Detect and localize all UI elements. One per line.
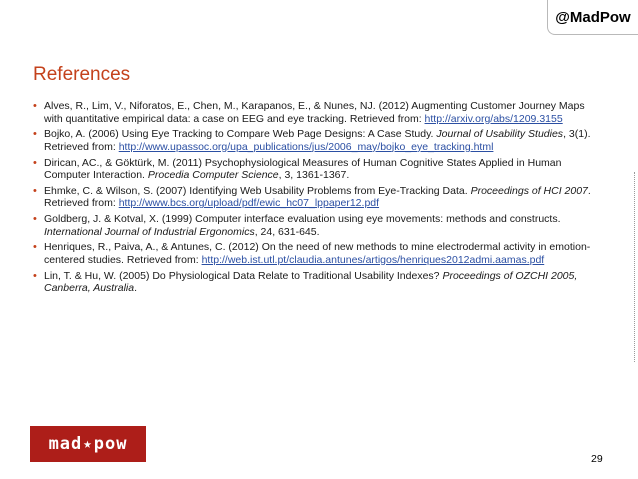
star-icon: ★ <box>83 436 93 452</box>
reference-item <box>33 185 593 210</box>
bullet-icon: • <box>33 184 37 197</box>
reference-text: Bojko, A. (2006) Using Eye Tracking to Compare Web Page Designs: A Case Study. <box>44 128 434 141</box>
logo-text-right: pow <box>93 434 128 454</box>
reference-details: , 24, 631-645. <box>254 225 320 238</box>
bullet-icon: • <box>33 269 37 282</box>
twitter-handle-badge <box>547 0 638 35</box>
reference-item <box>33 100 593 125</box>
reference-journal: Journal of Usability Studies <box>436 128 564 141</box>
reference-details: , 3, 1361-1367. <box>278 169 350 182</box>
reference-text: Alves, R., Lim, V., Niforatos, E., Chen, M., Karapanos, E., & Nunes, NJ. (2012) Augmenting Customer Journey Maps with quantitative empirical data: a case on EEG and eye tracking. Retrieved from: <box>44 100 585 125</box>
reference-text: Dirican, AC., & Göktürk, M. (2011) Psychophysiological Measures of Human Cognitive States Applied in Human Computer Interaction. <box>44 156 562 182</box>
reference-text: Goldberg, J. & Kotval, X. (1999) Computer interface evaluation using eye movements: methods and constructs. <box>44 213 561 226</box>
reference-journal: Procedia Computer Science <box>147 169 279 182</box>
bullet-icon: • <box>33 156 37 169</box>
reference-item <box>33 241 593 266</box>
page-title: References <box>33 64 131 85</box>
reference-list <box>33 100 593 298</box>
logo-text-left: mad <box>48 434 83 454</box>
reference-item <box>33 128 593 153</box>
reference-journal: International Journal of Industrial Ergonomics <box>44 225 255 238</box>
reference-item <box>33 157 593 182</box>
reference-text: Lin, T. & Hu, W. (2005) Do Physiological Data Relate to Traditional Usability Indexes? <box>44 269 440 282</box>
reference-details: . <box>134 282 137 295</box>
bullet-icon: • <box>33 241 37 254</box>
reference-journal: Proceedings of HCI 2007 <box>470 184 588 197</box>
reference-link[interactable]: http://www.upassoc.org/upa_publications/jus/2006_may/bojko_eye_tracking.html <box>118 140 494 153</box>
bullet-icon: • <box>33 100 37 112</box>
reference-link[interactable]: http://arxiv.org/abs/1209.3155 <box>424 112 563 125</box>
reference-link[interactable]: http://web.ist.utl.pt/claudia.antunes/artigos/henriques2012admi.aamas.pdf <box>201 253 545 266</box>
reference-link[interactable]: http://www.bcs.org/upload/pdf/ewic_hc07_lppaper12.pdf <box>118 197 380 210</box>
bullet-icon: • <box>33 213 37 226</box>
reference-details: , 3(1). Retrieved from: <box>44 128 591 153</box>
reference-details: . Retrieved from: <box>44 184 591 210</box>
reference-journal: Proceedings of OZCHI 2005, Canberra, Australia <box>44 269 578 295</box>
twitter-handle: @MadPow <box>555 8 631 26</box>
edge-divider <box>634 172 635 362</box>
reference-text: Ehmke, C. & Wilson, S. (2007) Identifying Web Usability Problems from Eye-Tracking Data. <box>44 184 468 197</box>
reference-item <box>33 213 593 238</box>
page-number: 29 <box>591 453 603 465</box>
bullet-icon: • <box>33 128 37 141</box>
reference-item <box>33 270 593 295</box>
madpow-logo <box>30 426 146 462</box>
reference-text: Henriques, R., Paiva, A., & Antunes, C. (2012) On the need of new methods to mine electrodermal activity in emotion-centered studies. Retrieved from: <box>44 241 591 266</box>
